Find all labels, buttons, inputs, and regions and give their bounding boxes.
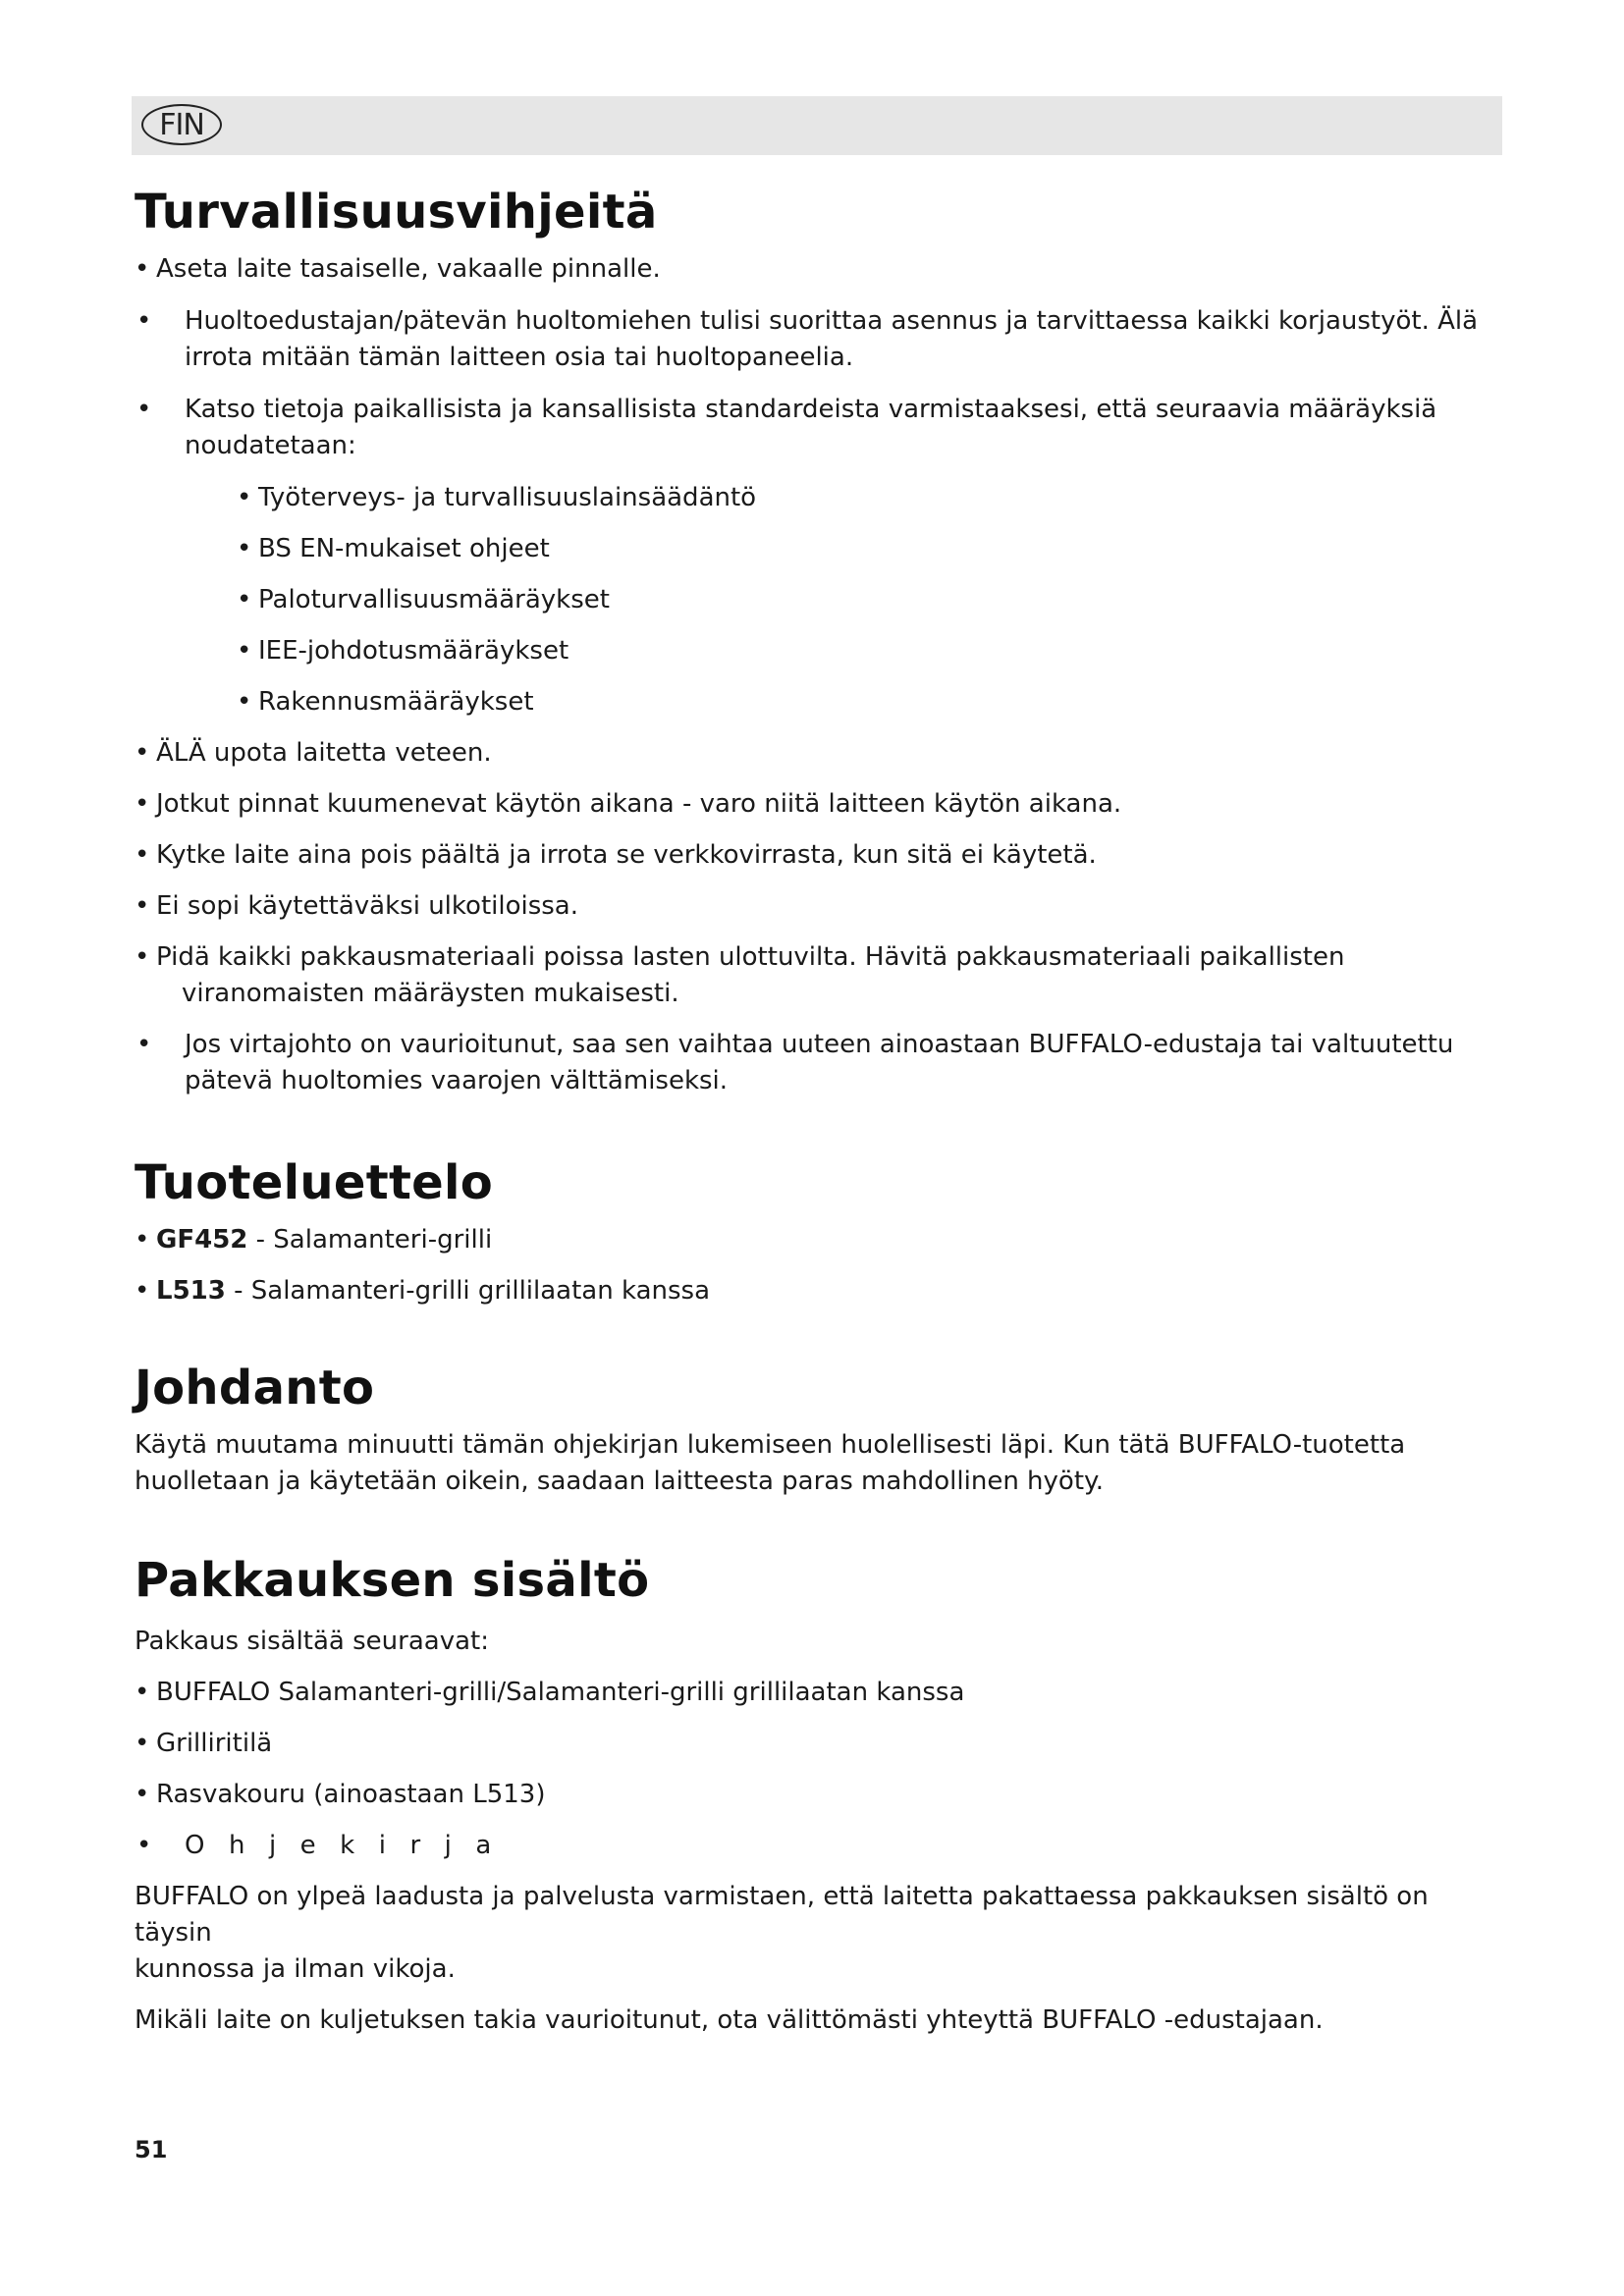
- package-item: • Ohjekirja: [135, 1828, 1494, 1864]
- paragraph-line: kunnossa ja ilman vikoja.: [135, 1954, 456, 1984]
- item-line: Pidä kaikki pakkausmateriaali poissa lasten ulottuvilta. Hävitä pakkausmateriaali paikallisten: [156, 942, 1345, 972]
- safety-list-bottom: [135, 735, 1494, 1099]
- list-item: [135, 735, 1494, 772]
- list-item: [135, 251, 1494, 288]
- safety-heading: Turvallisuusvihjeitä: [135, 185, 658, 240]
- sub-list-item: • Paloturvallisuusmääräykset: [135, 582, 1494, 618]
- item-line: Aseta laite tasaiselle, vakaalle pinnalle.: [156, 254, 661, 284]
- products-list: [135, 1222, 1494, 1309]
- language-header-bar: [132, 96, 1502, 155]
- intro-section: [135, 1359, 1494, 1500]
- intro-paragraph: [135, 1427, 1494, 1500]
- sub-list-item: • IEE-johdotusmääräykset: [135, 633, 1494, 669]
- product-item: [135, 1273, 1494, 1309]
- item-line: Ei sopi käytettäväksi ulkotiloissa.: [156, 891, 579, 921]
- package-list: [135, 1675, 1494, 1864]
- package-section: [135, 1551, 1494, 2039]
- item-line: noudatetaan:: [185, 431, 356, 460]
- regulations-sublist: [135, 480, 1494, 721]
- list-item: [135, 786, 1494, 823]
- list-item: [135, 303, 1494, 376]
- safety-section: [135, 183, 1494, 1099]
- page-content: [135, 183, 1494, 2039]
- item-line: Jos virtajohto on vaurioitunut, saa sen vaihtaa uuteen ainoastaan BUFFALO-edustaja tai valtuutettu: [185, 1030, 1454, 1059]
- list-item: [135, 1027, 1494, 1099]
- product-code: L513: [156, 1276, 226, 1306]
- page-number: 51: [135, 2136, 168, 2163]
- product-code: GF452: [156, 1225, 248, 1255]
- sub-list-item: • Työterveys- ja turvallisuuslainsäädäntö: [135, 480, 1494, 516]
- package-quality-paragraph: [135, 1879, 1494, 1988]
- language-badge: FIN: [141, 104, 222, 145]
- item-line: Katso tietoja paikallisista ja kansallisista standardeista varmistaaksesi, että seuraavia määräyksiä: [185, 395, 1437, 424]
- safety-list-top: [135, 251, 1494, 464]
- package-item: • BUFFALO Salamanteri-grilli/Salamanteri-grilli grillilaatan kanssa: [135, 1675, 1494, 1711]
- package-item: • Grilliritilä: [135, 1726, 1494, 1762]
- paragraph-line: huolletaan ja käytetään oikein, saadaan laitteesta paras mahdollinen hyöty.: [135, 1467, 1104, 1496]
- item-line: ÄLÄ upota laitetta veteen.: [156, 738, 492, 768]
- package-heading: Pakkauksen sisältö: [135, 1553, 650, 1608]
- intro-heading: Johdanto: [135, 1361, 375, 1415]
- product-item: [135, 1222, 1494, 1258]
- item-line: Huoltoedustajan/pätevän huoltomiehen tulisi suorittaa asennus ja tarvittaessa kaikki korjaustyöt. Älä: [185, 306, 1479, 336]
- item-line: pätevä huoltomies vaarojen välttämiseksi.: [185, 1066, 729, 1095]
- list-item: [135, 888, 1494, 925]
- products-section: [135, 1153, 1494, 1309]
- item-line: Jotkut pinnat kuumenevat käytön aikana - varo niitä laitteen käytön aikana.: [156, 789, 1122, 819]
- package-item: • Rasvakouru (ainoastaan L513): [135, 1777, 1494, 1813]
- list-item: [135, 939, 1494, 1012]
- item-line: irrota mitään tämän laitteen osia tai huoltopaneelia.: [185, 343, 854, 372]
- list-item: [135, 837, 1494, 874]
- product-desc: - Salamanteri-grilli grillilaatan kanssa: [225, 1276, 711, 1306]
- sub-list-item: • Rakennusmääräykset: [135, 684, 1494, 721]
- package-damage-paragraph: Mikäli laite on kuljetuksen takia vaurioitunut, ota välittömästi yhteyttä BUFFALO -edustajaan.: [135, 2005, 1324, 2035]
- product-desc: - Salamanteri-grilli: [247, 1225, 493, 1255]
- package-lead: Pakkaus sisältää seuraavat:: [135, 1627, 489, 1656]
- item-line: Kytke laite aina pois päältä ja irrota se verkkovirrasta, kun sitä ei käytetä.: [156, 840, 1097, 870]
- paragraph-line: BUFFALO on ylpeä laadusta ja palvelusta varmistaen, että laitetta pakattaessa pakkauksen sisältö on täysin: [135, 1882, 1429, 1948]
- paragraph-line: Käytä muutama minuutti tämän ohjekirjan lukemiseen huolellisesti läpi. Kun tätä BUFFALO-tuotetta: [135, 1430, 1406, 1460]
- products-heading: Tuoteluettelo: [135, 1155, 494, 1210]
- item-line: viranomaisten määräysten mukaisesti.: [182, 979, 679, 1008]
- list-item: [135, 392, 1494, 464]
- sub-list-item: • BS EN-mukaiset ohjeet: [135, 531, 1494, 567]
